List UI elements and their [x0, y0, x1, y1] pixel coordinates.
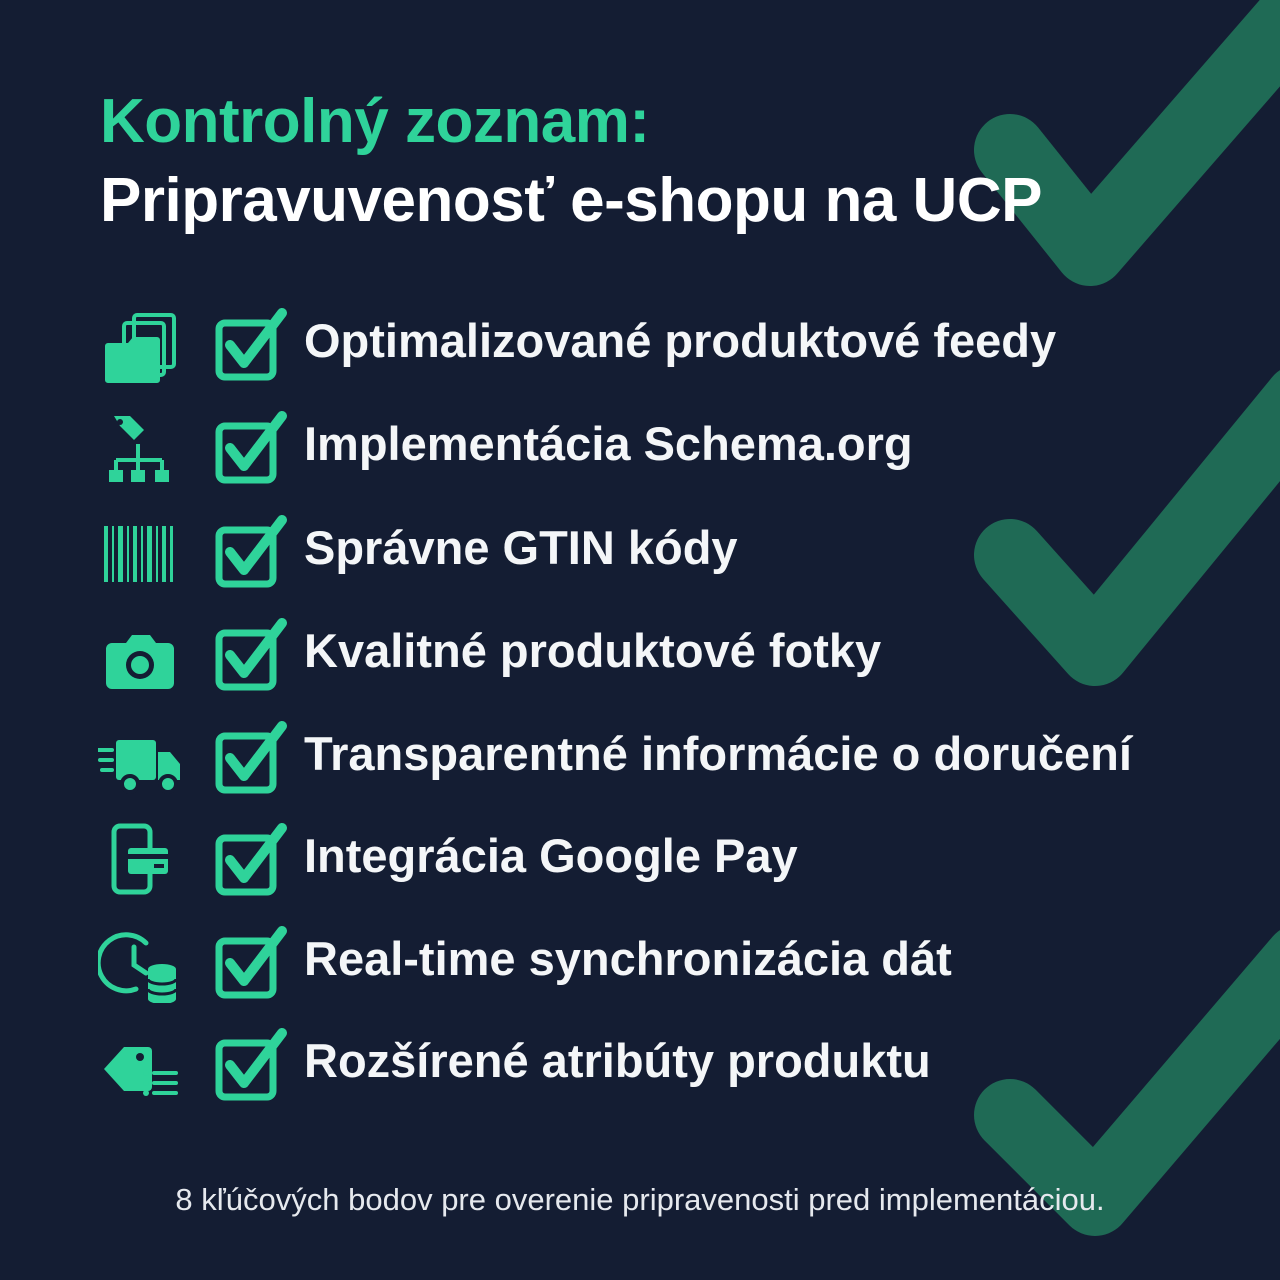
checklist-item [0, 1015, 1280, 1115]
checkbox-checked-icon [212, 1021, 292, 1105]
checkbox-checked-icon [212, 611, 292, 695]
checkbox-checked-icon [212, 404, 292, 488]
title-line-1: Kontrolný zoznam: [100, 87, 650, 156]
tag-hierarchy-icon [98, 408, 182, 488]
checklist-item [0, 913, 1280, 1013]
checklist-item [0, 810, 1280, 910]
camera-icon [98, 615, 182, 695]
checkbox-checked-icon [212, 919, 292, 1003]
mobile-payment-icon [98, 820, 182, 900]
folder-stack-icon [98, 305, 182, 385]
title-line-2: Pripravuvenosť e-shopu na UCP [100, 166, 1042, 235]
footer-caption: 8 kľúčových bodov pre overenie pripravenosti pred implementáciou. [175, 1182, 1105, 1217]
checklist-item [0, 605, 1280, 705]
checklist-item [0, 398, 1280, 498]
checkbox-checked-icon [212, 508, 292, 592]
checkbox-checked-icon [212, 816, 292, 900]
checklist-item-label: Správne GTIN kódy [304, 521, 738, 574]
checklist-item [0, 708, 1280, 808]
checklist-item [0, 502, 1280, 602]
checklist-item-label: Transparentné informácie o doručení [304, 727, 1132, 780]
checklist-item-label: Real-time synchronizácia dát [304, 932, 952, 985]
checkbox-checked-icon [212, 301, 292, 385]
checklist-item-label: Optimalizované produktové feedy [304, 314, 1057, 367]
checklist-item [0, 295, 1280, 395]
delivery-truck-icon [98, 718, 182, 798]
barcode-icon [98, 512, 182, 592]
checklist-item-label: Rozšírené atribúty produktu [304, 1034, 931, 1087]
clock-database-icon [98, 923, 182, 1003]
checklist-item-label: Integrácia Google Pay [304, 829, 798, 882]
checklist-item-label: Implementácia Schema.org [304, 417, 913, 470]
checkbox-checked-icon [212, 714, 292, 798]
tag-list-icon [98, 1025, 182, 1105]
checklist-item-label: Kvalitné produktové fotky [304, 624, 882, 677]
